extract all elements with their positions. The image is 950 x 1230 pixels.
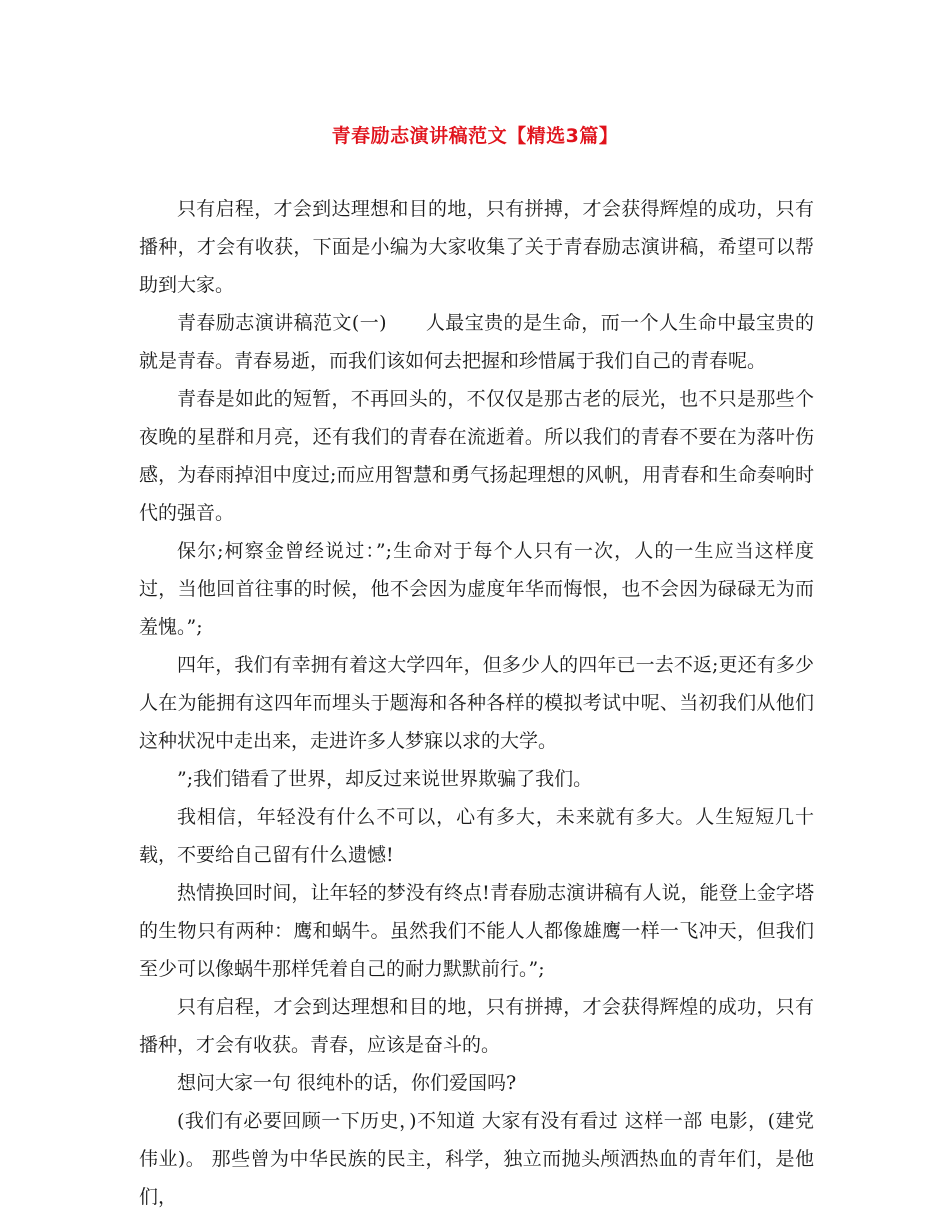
paragraph: ”;我们错看了世界，却反过来说世界欺骗了我们。 — [177, 768, 593, 790]
document-title: 青春励志演讲稿范文【精选3篇】 — [331, 125, 619, 147]
paragraph: 青春是如此的短暂，不再回头的，不仅仅是那古老的辰光，也不只是那些个夜晚的星群和月亮，还有我们的青春在流逝着。所以我们的青春不要在为落叶伤感，为春雨掉泪中度过;而应用智慧和勇气扬起理想的风帆，用青春和生命奏响时代的强音。 — [139, 388, 814, 524]
paragraph: (我们有必要回顾一下历史，)不知道 大家有没有看过 这样一部 电影，(建党伟业)。 那些曾为中华民族的民主，科学，独立而抛头颅洒热血的青年们，是他们， — [139, 1110, 814, 1208]
paragraph: 保尔;柯察金曾经说过：”;生命对于每个人只有一次，人的一生应当这样度过，当他回首往事的时候，他不会因为虚度年华而悔恨，也不会因为碌碌无为而羞愧。”; — [139, 540, 814, 638]
paragraph: 想问大家一句 很纯朴的话，你们爱国吗? — [177, 1072, 517, 1094]
paragraph: 四年，我们有幸拥有着这大学四年，但多少人的四年已一去不返;更还有多少人在为能拥有这四年而埋头于题海和各种各样的模拟考试中呢、当初我们从他们这种状况中走出来，走进许多人梦寐以求的大学。 — [139, 654, 814, 752]
document-body — [139, 190, 814, 1216]
paragraph: 只有启程，才会到达理想和目的地，只有拼搏，才会获得辉煌的成功，只有播种，才会有收获，下面是小编为大家收集了关于青春励志演讲稿，希望可以帮助到大家。 — [139, 198, 814, 296]
paragraph: 青春励志演讲稿范文(一) 人最宝贵的是生命，而一个人生命中最宝贵的就是青春。青春易逝，而我们该如何去把握和珍惜属于我们自己的青春呢。 — [139, 312, 814, 372]
paragraph: 只有启程，才会到达理想和目的地，只有拼搏，才会获得辉煌的成功，只有播种，才会有收获。青春，应该是奋斗的。 — [139, 996, 814, 1056]
paragraph: 热情换回时间，让年轻的梦没有终点!青春励志演讲稿有人说，能登上金字塔的生物只有两种：鹰和蜗牛。虽然我们不能人人都像雄鹰一样一飞冲天，但我们至少可以像蜗牛那样凭着自己的耐力默默前行。”; — [139, 882, 814, 980]
paragraph: 我相信，年轻没有什么不可以，心有多大，未来就有多大。人生短短几十载，不要给自己留有什么遗憾! — [139, 806, 814, 866]
